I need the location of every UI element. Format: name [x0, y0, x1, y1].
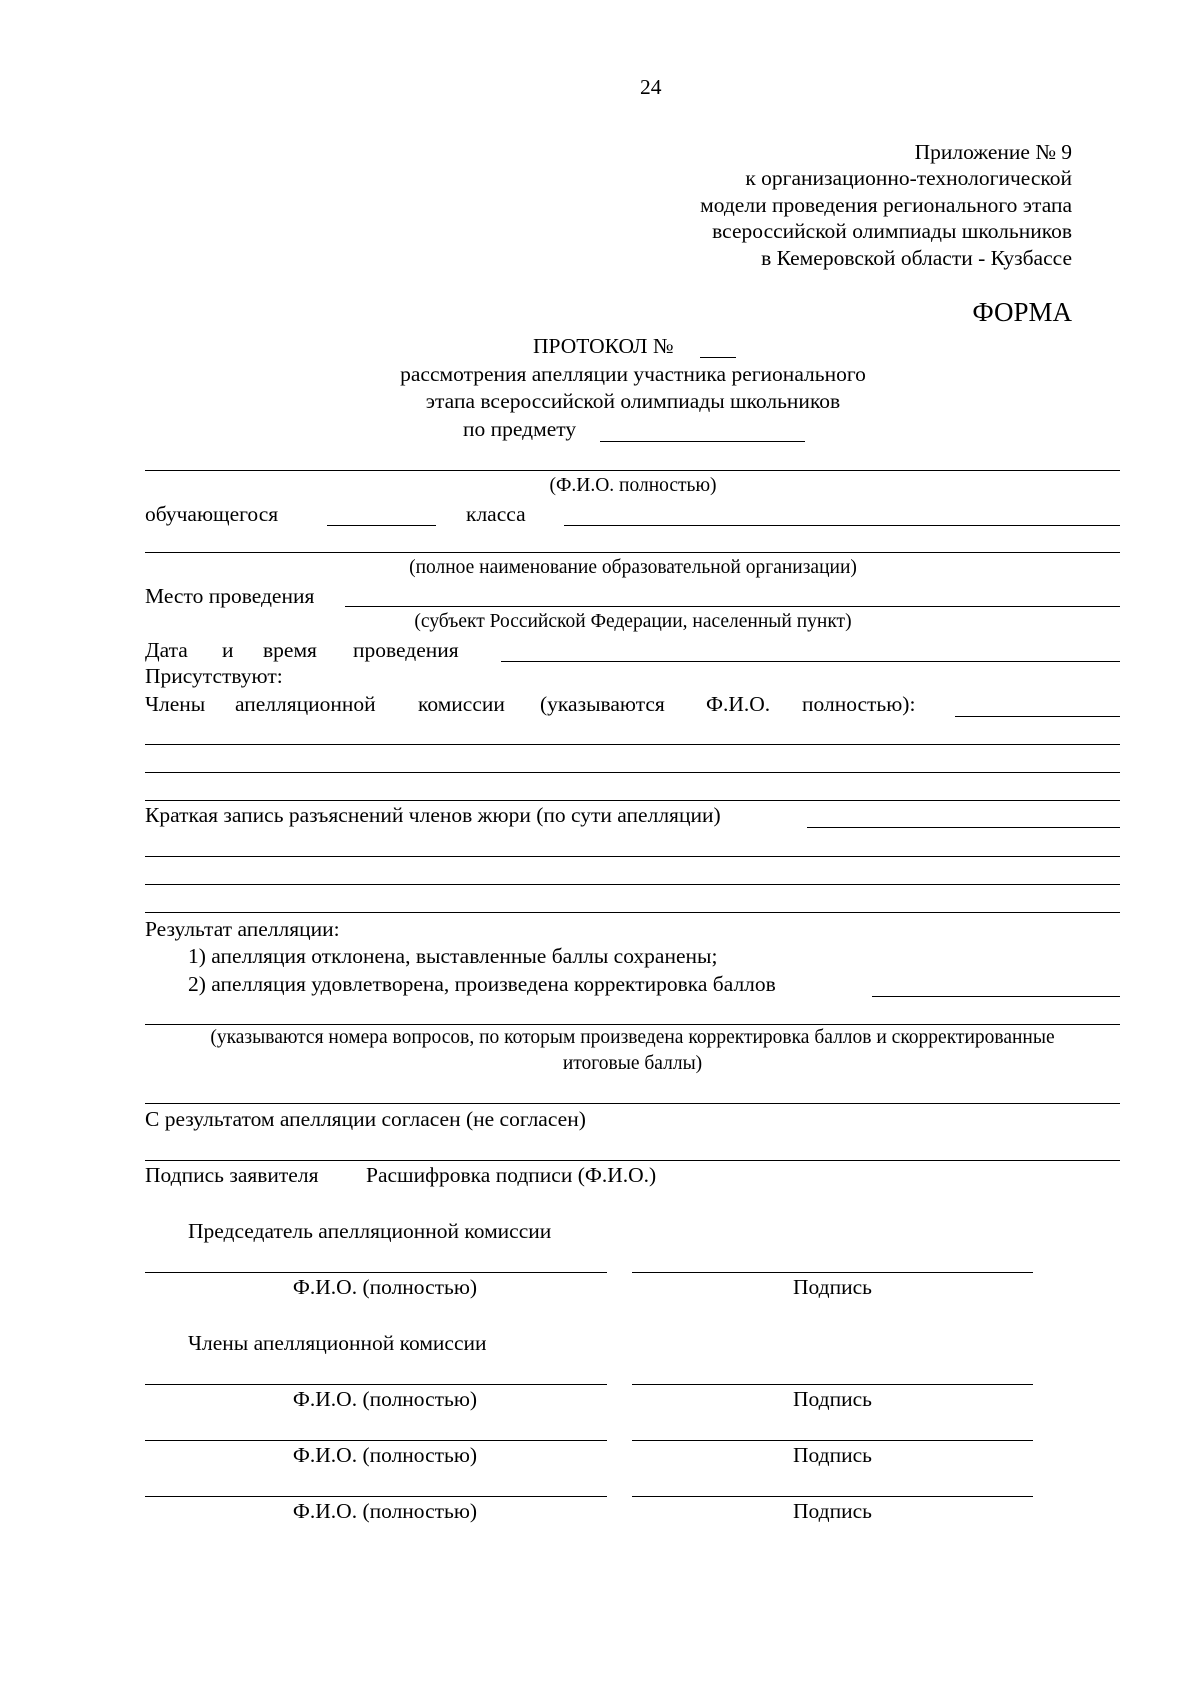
members-field[interactable]	[145, 800, 1120, 801]
members-label: Члены апелляционной комиссии	[188, 1331, 487, 1355]
subject-label: по предмету	[463, 417, 577, 441]
member-name-field[interactable]	[145, 1384, 607, 1385]
datetime-word: время	[263, 638, 317, 662]
present-word: Члены	[145, 692, 206, 716]
present-word: комиссии	[418, 692, 505, 716]
members-field[interactable]	[145, 772, 1120, 773]
chairman-name-field[interactable]	[145, 1272, 607, 1273]
member-name-field[interactable]	[145, 1440, 607, 1441]
grade-field[interactable]	[327, 525, 436, 526]
fio-hint: (Ф.И.О. полностью)	[549, 475, 717, 496]
present-label: Присутствуют:	[145, 664, 283, 688]
member-fio-caption: Ф.И.О. (полностью)	[292, 1387, 478, 1411]
present-word: полностью):	[802, 692, 916, 716]
score-correction-field[interactable]	[872, 996, 1120, 997]
member-signature-field[interactable]	[632, 1496, 1033, 1497]
datetime-word: проведения	[353, 638, 459, 662]
jury-record-field[interactable]	[145, 856, 1120, 857]
appendix-line: всероссийской олимпиады школьников	[712, 219, 1072, 243]
participant-name-field[interactable]	[145, 470, 1120, 471]
applicant-decoding-label: Расшифровка подписи (Ф.И.О.)	[366, 1163, 657, 1187]
jury-record-field[interactable]	[145, 884, 1120, 885]
header-line: этапа всероссийской олимпиады школьников	[425, 389, 841, 413]
venue-field[interactable]	[345, 606, 1120, 607]
member-signature-field[interactable]	[632, 1440, 1033, 1441]
student-label: обучающегося	[145, 502, 279, 526]
member-sign-caption: Подпись	[793, 1443, 872, 1467]
protocol-number-field[interactable]	[700, 357, 736, 358]
jury-record-field[interactable]	[145, 912, 1120, 913]
datetime-field[interactable]	[501, 661, 1120, 662]
appendix-line: в Кемеровской области - Кузбассе	[761, 246, 1072, 270]
page-number: 24	[640, 75, 662, 99]
applicant-signature-label: Подпись заявителя	[145, 1163, 319, 1187]
form-label: ФОРМА	[972, 297, 1072, 327]
result-label: Результат апелляции:	[145, 917, 340, 941]
result-hint: итоговые баллы)	[562, 1053, 703, 1074]
members-field[interactable]	[145, 744, 1120, 745]
chairman-fio-caption: Ф.И.О. (полностью)	[292, 1275, 478, 1299]
present-word: (указываются	[540, 692, 665, 716]
jury-record-label: Краткая запись разъяснений членов жюри (по сути апелляции)	[145, 803, 721, 827]
agreement-field[interactable]	[145, 1160, 1120, 1161]
score-correction-field[interactable]	[145, 1024, 1120, 1025]
present-word: апелляционной	[235, 692, 376, 716]
member-sign-caption: Подпись	[793, 1387, 872, 1411]
appendix-line: к организационно-технологической	[745, 166, 1072, 190]
organization-field[interactable]	[145, 552, 1120, 553]
result-option-satisfied: 2) апелляция удовлетворена, произведена корректировка баллов	[188, 972, 776, 996]
agreement-label: С результатом апелляции согласен (не согласен)	[145, 1107, 586, 1131]
members-field[interactable]	[955, 716, 1120, 717]
grade-label: класса	[466, 502, 526, 526]
subject-field[interactable]	[600, 441, 805, 442]
venue-label: Место проведения	[145, 584, 315, 608]
member-fio-caption: Ф.И.О. (полностью)	[292, 1499, 478, 1523]
jury-record-field[interactable]	[807, 827, 1120, 828]
member-signature-field[interactable]	[632, 1384, 1033, 1385]
datetime-word: и	[222, 638, 234, 662]
present-word: Ф.И.О.	[706, 692, 771, 716]
member-name-field[interactable]	[145, 1496, 607, 1497]
datetime-word: Дата	[145, 638, 188, 662]
header-line: рассмотрения апелляции участника регионального	[400, 362, 866, 386]
chairman-signature-field[interactable]	[632, 1272, 1033, 1273]
appendix-line: модели проведения регионального этапа	[700, 193, 1072, 217]
org-hint: (полное наименование образовательной организации)	[409, 557, 857, 578]
appendix-line: Приложение № 9	[914, 140, 1072, 164]
grade-continuation-field[interactable]	[564, 525, 1120, 526]
member-sign-caption: Подпись	[793, 1499, 872, 1523]
protocol-title: ПРОТОКОЛ №	[533, 334, 674, 358]
result-detail-field[interactable]	[145, 1103, 1120, 1104]
result-option-rejected: 1) апелляция отклонена, выставленные баллы сохранены;	[188, 944, 718, 968]
venue-hint: (субъект Российской Федерации, населенный пункт)	[414, 611, 852, 632]
chairman-label: Председатель апелляционной комиссии	[188, 1219, 552, 1243]
chairman-sign-caption: Подпись	[793, 1275, 872, 1299]
member-fio-caption: Ф.И.О. (полностью)	[292, 1443, 478, 1467]
result-hint: (указываются номера вопросов, по которым произведена корректировка баллов и скорректированные	[210, 1027, 1055, 1048]
